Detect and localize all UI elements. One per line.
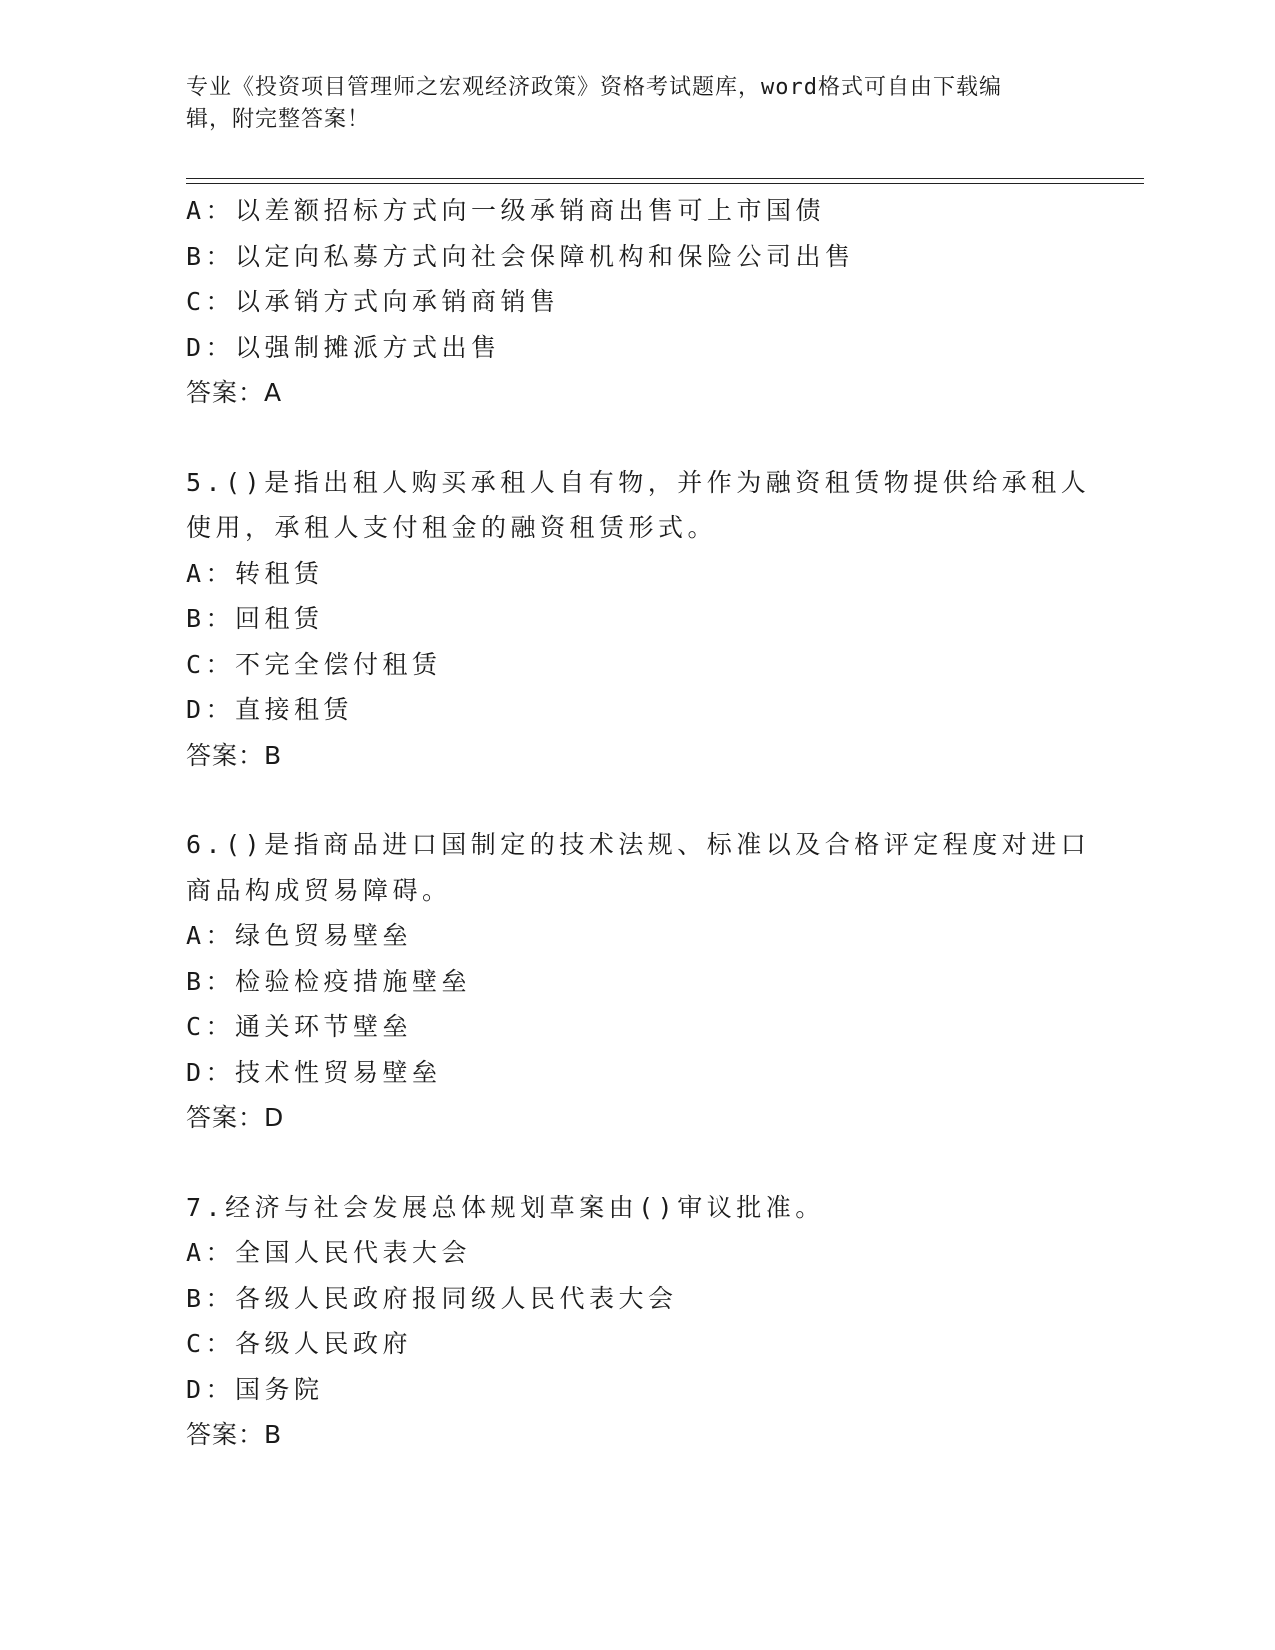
question-7-answer: 答案：B	[186, 1420, 283, 1449]
question-6-answer: 答案：D	[186, 1103, 285, 1132]
question-6-option-c: C：通关环节壁垒	[186, 1012, 413, 1041]
question-7-option-c: C：各级人民政府	[186, 1329, 413, 1358]
spacer	[186, 1141, 1086, 1185]
spacer	[186, 778, 1086, 822]
question-list	[186, 188, 1091, 1458]
question-5-answer: 答案：B	[186, 740, 283, 770]
question-6-option-d: D：技术性贸易壁垒	[186, 1057, 442, 1087]
question-4-answer: 答案：A	[186, 378, 283, 407]
spacer	[186, 416, 1086, 460]
question-5-stem-line-2: 使用，承租人支付租金的融资租赁形式。	[186, 513, 718, 542]
question-5-option-b: B：回租赁	[186, 604, 324, 633]
question-7-block	[186, 1185, 1086, 1458]
question-4-block	[186, 188, 1086, 416]
question-5-option-a: A：转租赁	[186, 558, 324, 588]
header-line-2: 辑，附完整答案！	[186, 107, 371, 132]
question-6-option-a: A：绿色贸易壁垒	[186, 921, 413, 950]
header-rule-bottom	[186, 183, 1144, 184]
question-6-option-b: B：检验检疫措施壁垒	[186, 966, 472, 996]
question-4-option-d: D：以强制摊派方式出售	[186, 332, 501, 362]
question-4-option-b: B：以定向私募方式向社会保障机构和保险公司出售	[186, 241, 855, 271]
question-5-option-c: C：不完全偿付租赁	[186, 649, 442, 679]
question-5-stem-line-1: 5.()是指出租人购买承租人自有物，并作为融资租赁物提供给承租人	[186, 467, 1091, 497]
question-7-option-b: B：各级人民政府报同级人民代表大会	[186, 1283, 678, 1313]
question-6-stem-line-1: 6.()是指商品进口国制定的技术法规、标准以及合格评定程度对进口	[186, 830, 1091, 859]
question-4-option-a: A：以差额招标方式向一级承销商出售可上市国债	[186, 196, 826, 225]
header-rule-top	[186, 178, 1144, 179]
question-5-block	[186, 460, 1091, 779]
question-7-option-a: A：全国人民代表大会	[186, 1238, 472, 1267]
question-5-option-d: D：直接租赁	[186, 695, 354, 724]
question-7-option-d: D：国务院	[186, 1374, 324, 1404]
question-7-stem-line-1: 7.经济与社会发展总体规划草案由()审议批准。	[186, 1192, 825, 1222]
question-4-option-c: C：以承销方式向承销商销售	[186, 287, 560, 316]
document-header	[186, 72, 1066, 136]
question-6-stem-line-2: 商品构成贸易障碍。	[186, 875, 452, 905]
header-line-1: 专业《投资项目管理师之宏观经济政策》资格考试题库，word格式可自由下载编	[186, 75, 1002, 100]
question-6-block	[186, 822, 1091, 1141]
